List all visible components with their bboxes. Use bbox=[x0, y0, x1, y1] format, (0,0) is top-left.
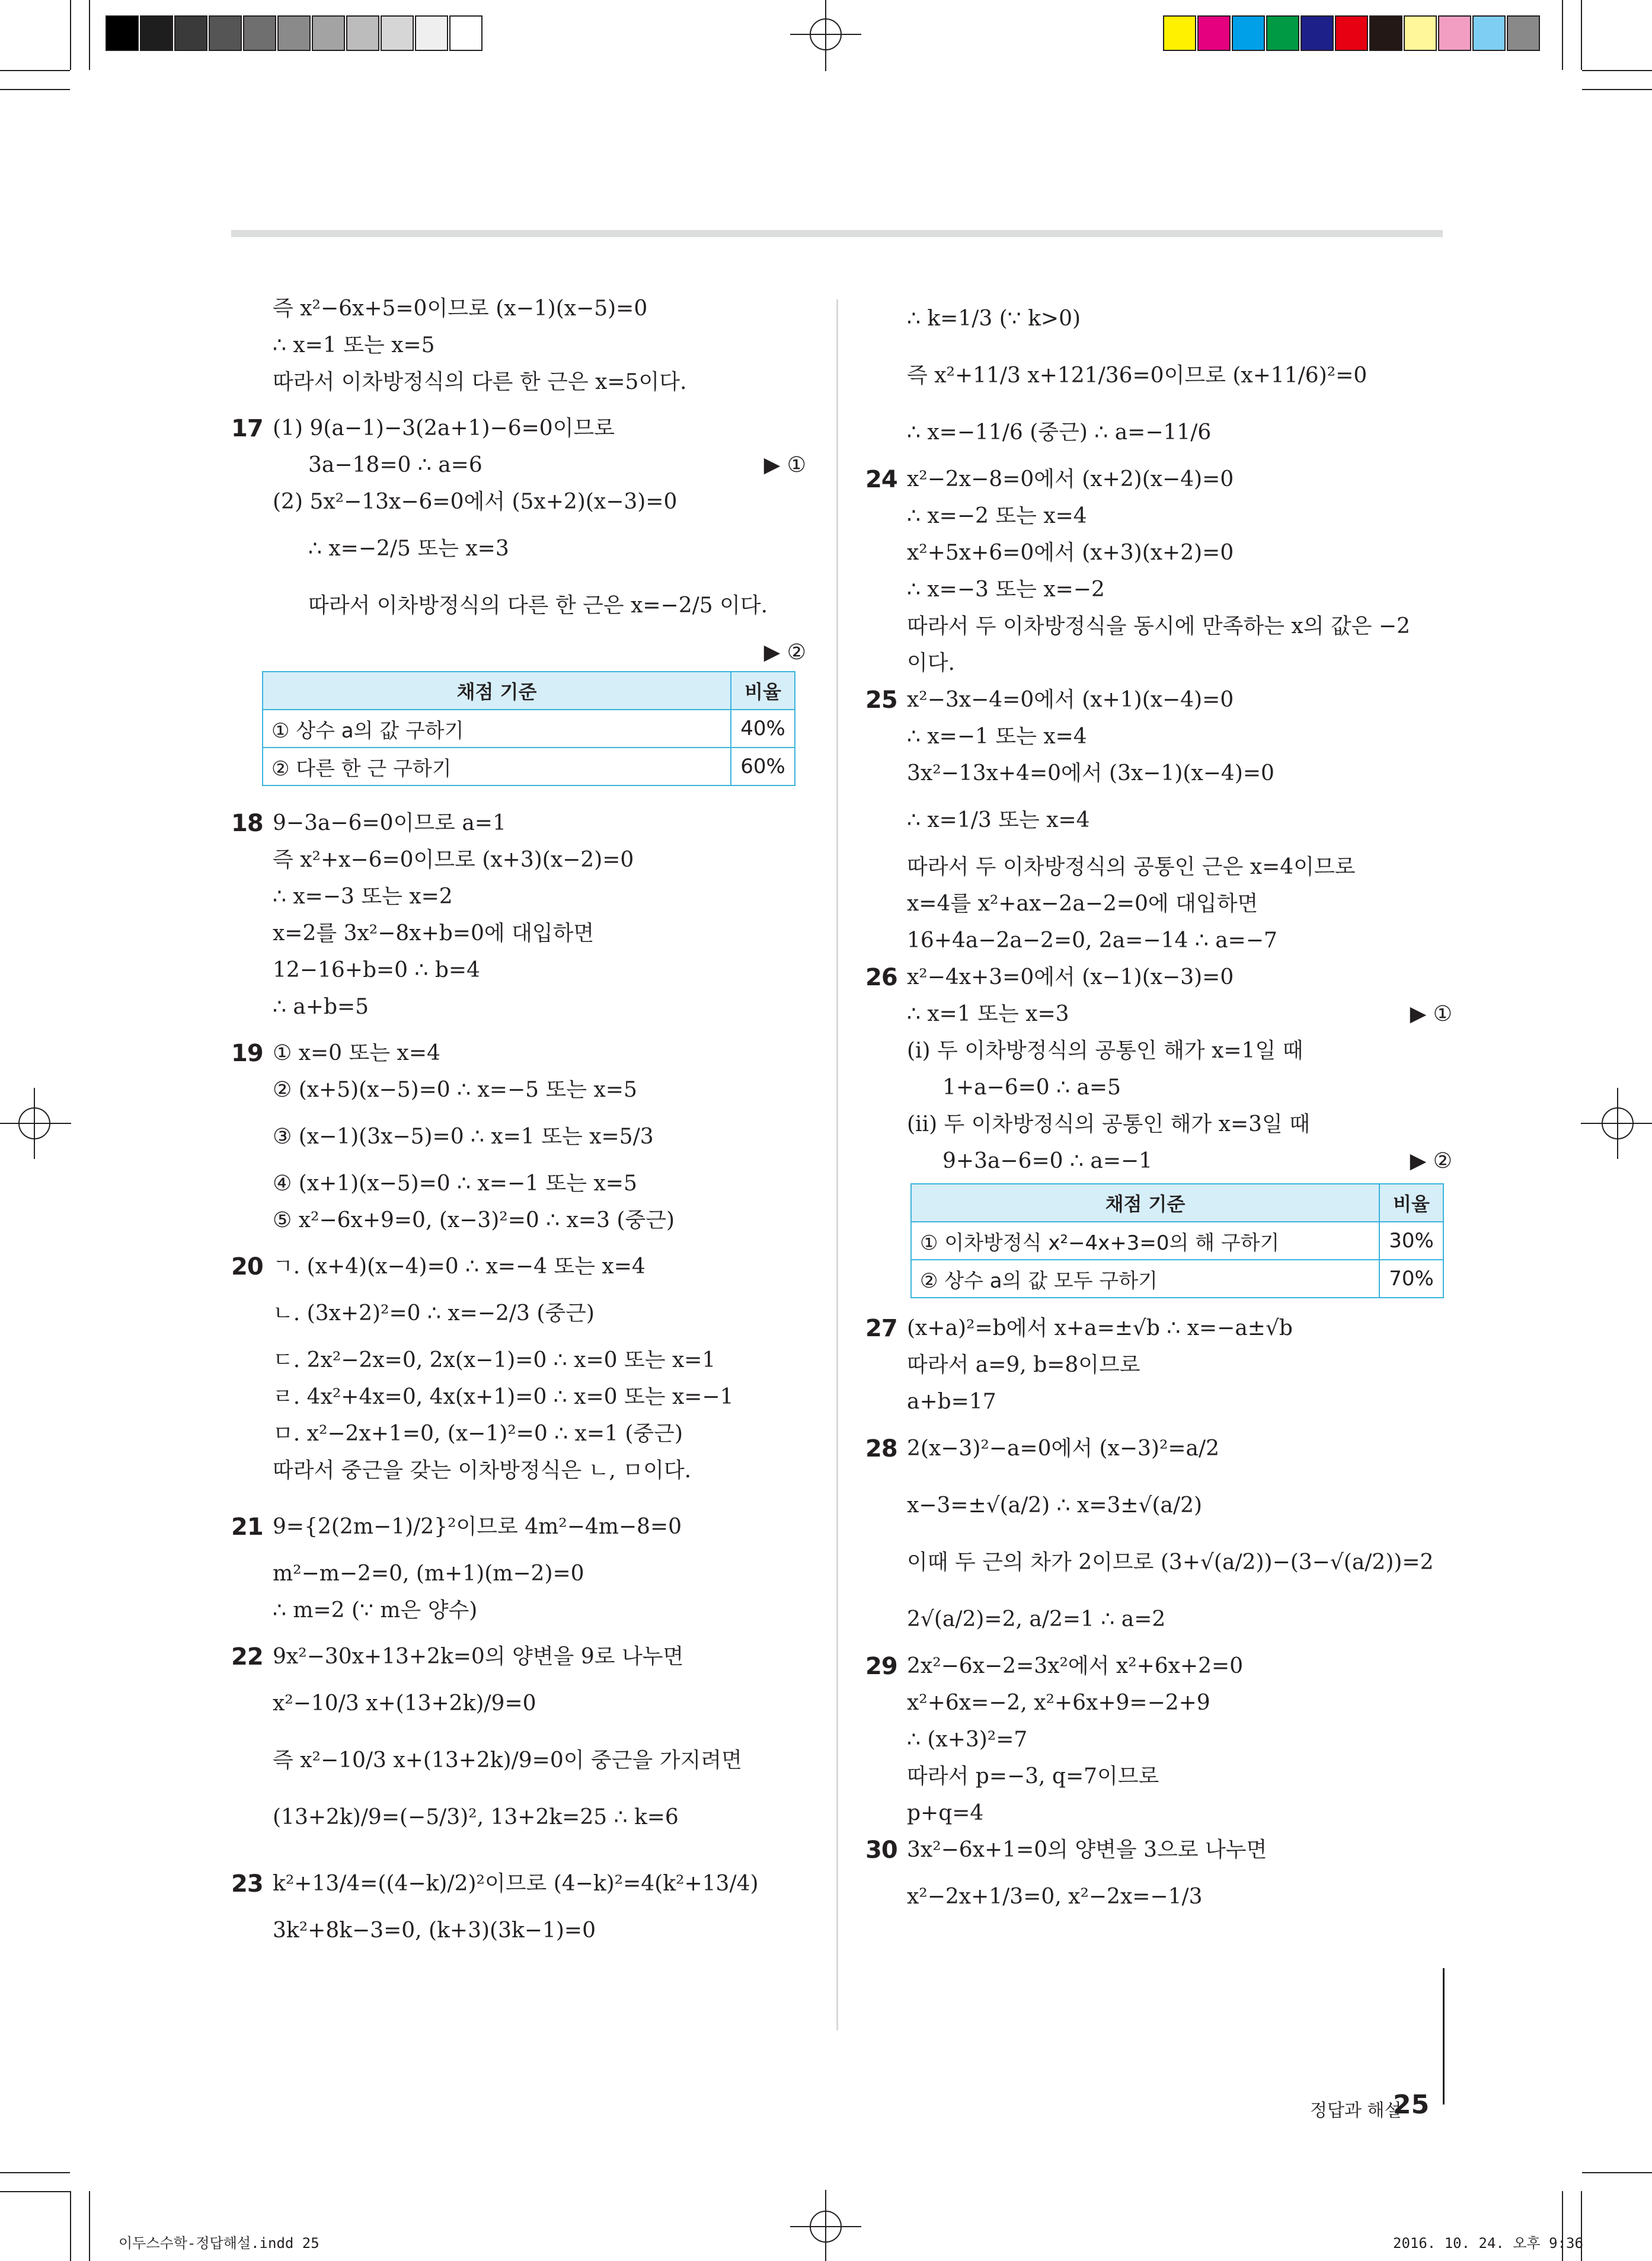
problem-number: 23 bbox=[231, 1870, 263, 1898]
problem-18: 18 9−3a−6=0이므로 a=1 bbox=[237, 805, 806, 842]
solution-line: 3a−18=0 ∴ a=6 ▶ ① bbox=[237, 447, 806, 484]
solution-line: x²−2x+1/3=0, x²−2x=−1/3 bbox=[907, 1885, 1203, 1909]
solution-line: 따라서 p=−3, q=7이므로 bbox=[907, 1764, 1159, 1789]
table-header: 비율 bbox=[731, 672, 795, 710]
solution-line: 9+3a−6=0 ∴ a=−1 ▶ ② bbox=[871, 1143, 1452, 1180]
crop-mark bbox=[0, 2191, 70, 2192]
solution-line: 즉 x²+11/3 x+121/36=0이므로 (x+11/6)²=0 bbox=[907, 363, 1367, 388]
solution-line: 즉 x²+x−6=0이므로 (x+3)(x−2)=0 bbox=[273, 848, 634, 872]
solution-line: ④ (x+1)(x−5)=0 ∴ x=−1 또는 x=5 bbox=[273, 1171, 637, 1196]
gray-swatch bbox=[381, 15, 414, 51]
problem-number: 18 bbox=[231, 810, 263, 837]
problem-number: 20 bbox=[231, 1253, 263, 1280]
problem-number: 28 bbox=[865, 1435, 897, 1462]
problem-number: 30 bbox=[865, 1837, 897, 1864]
problem-number: 21 bbox=[231, 1513, 263, 1541]
registration-mark-icon bbox=[790, 2190, 861, 2261]
solution-line: 따라서 이차방정식의 다른 한 근은 x=−2/5 이다. bbox=[308, 593, 768, 618]
solution-line: ∴ x=−2 또는 x=4 bbox=[907, 504, 1087, 528]
problem-27: 27 (x+a)²=b에서 x+a=±√b ∴ x=−a±√b bbox=[871, 1310, 1452, 1347]
crop-mark bbox=[70, 0, 71, 70]
step-marker: ▶ ① bbox=[1410, 1002, 1452, 1026]
solution-line: ∴ x=−11/6 (중근) ∴ a=−11/6 bbox=[907, 420, 1212, 445]
gray-swatch bbox=[243, 15, 276, 51]
crop-mark bbox=[1582, 70, 1652, 71]
crop-mark bbox=[89, 2191, 90, 2261]
solution-line: ㄷ. 2x²−2x=0, 2x(x−1)=0 ∴ x=0 또는 x=1 bbox=[273, 1348, 716, 1372]
color-swatch bbox=[1507, 15, 1540, 51]
solution-line: (13+2k)/9=(−5/3)², 13+2k=25 ∴ k=6 bbox=[273, 1805, 679, 1829]
solution-line: 이다. bbox=[907, 651, 955, 675]
problem-29: 29 2x²−6x−2=3x²에서 x²+6x+2=0 bbox=[871, 1648, 1452, 1685]
solution-line: 따라서 이차방정식의 다른 한 근은 x=5이다. bbox=[273, 370, 687, 394]
solution-line: 1+a−6=0 ∴ a=5 bbox=[942, 1075, 1121, 1100]
table-row: ① 이차방정식 x²−4x+3=0의 해 구하기 30% bbox=[911, 1222, 1443, 1260]
table-row: ② 다른 한 근 구하기 60% bbox=[263, 748, 795, 785]
crop-mark bbox=[1582, 89, 1652, 90]
problem-25: 25 x²−3x−4=0에서 (x+1)(x−4)=0 bbox=[871, 682, 1452, 718]
left-column bbox=[231, 290, 806, 1949]
problem-30: 30 3x²−6x+1=0의 양변을 3으로 나누면 bbox=[871, 1832, 1452, 1869]
color-swatch bbox=[1438, 15, 1471, 51]
crop-mark bbox=[1582, 2172, 1652, 2173]
solution-line: ∴ k=1/3 (∵ k>0) bbox=[907, 306, 1081, 331]
step-marker: ▶ ① bbox=[763, 453, 806, 477]
table-header: 비율 bbox=[1379, 1184, 1443, 1222]
problem-20: 20 ㄱ. (x+4)(x−4)=0 ∴ x=−4 또는 x=4 bbox=[237, 1248, 806, 1285]
gray-swatch bbox=[449, 15, 483, 51]
solution-line: 따라서 중근을 갖는 이차방정식은 ㄴ, ㅁ이다. bbox=[273, 1458, 692, 1483]
problem-number: 26 bbox=[865, 964, 897, 991]
problem-17: 17 (1) 9(a−1)−3(2a+1)−6=0이므로 bbox=[237, 410, 806, 447]
solution-line: ∴ x=−2/5 또는 x=3 bbox=[308, 536, 509, 561]
problem-number: 29 bbox=[865, 1653, 897, 1680]
color-swatch bbox=[1300, 15, 1334, 51]
color-swatch bbox=[1266, 15, 1299, 51]
file-name: 이두스수학-정답해설.indd 25 bbox=[119, 2235, 319, 2252]
step-marker: ▶ ② bbox=[1410, 1149, 1452, 1173]
gray-swatch bbox=[346, 15, 379, 51]
problem-19: 19 ① x=0 또는 x=4 bbox=[237, 1035, 806, 1072]
problem-21: 21 9={2(2m−1)/2}²이므로 4m²−4m−8=0 bbox=[237, 1499, 806, 1556]
problem-number: 22 bbox=[231, 1643, 263, 1671]
solution-line: ∴ (x+3)²=7 bbox=[907, 1727, 1028, 1752]
solution-line: x²+5x+6=0에서 (x+3)(x+2)=0 bbox=[907, 541, 1234, 565]
print-timestamp: 2016. 10. 24. 오후 9:36 bbox=[1393, 2235, 1583, 2252]
solution-line: ∴ x=−3 또는 x=2 bbox=[273, 884, 453, 909]
table-row: ① 상수 a의 값 구하기 40% bbox=[263, 710, 795, 748]
solution-line: ∴ x=1 또는 x=3 ▶ ① bbox=[871, 996, 1452, 1033]
color-swatch bbox=[1335, 15, 1368, 51]
gray-swatch bbox=[140, 15, 173, 51]
registration-mark-icon bbox=[790, 0, 861, 71]
color-swatch bbox=[1163, 15, 1196, 51]
registration-mark-icon bbox=[0, 1088, 71, 1159]
solution-line: 따라서 a=9, b=8이므로 bbox=[907, 1353, 1140, 1377]
solution-line: ∴ x=−1 또는 x=4 bbox=[907, 724, 1087, 749]
solution-line: 즉 x²−10/3 x+(13+2k)/9=0이 중근을 가지려면 bbox=[273, 1748, 742, 1773]
solution-line: 3k²+8k−3=0, (k+3)(3k−1)=0 bbox=[273, 1918, 596, 1943]
solution-line: p+q=4 bbox=[907, 1801, 984, 1825]
problem-number: 27 bbox=[865, 1315, 897, 1342]
crop-mark bbox=[70, 2191, 71, 2261]
color-swatch bbox=[1369, 15, 1402, 51]
solution-line: x=4를 x²+ax−2a−2=0에 대입하면 bbox=[907, 892, 1258, 916]
problem-26: 26 x²−4x+3=0에서 (x−1)(x−3)=0 bbox=[871, 959, 1452, 996]
problem-24: 24 x²−2x−8=0에서 (x+2)(x−4)=0 bbox=[871, 461, 1452, 498]
crop-mark bbox=[0, 2172, 70, 2173]
grading-table-26 bbox=[910, 1183, 1444, 1298]
problem-28: 28 2(x−3)²−a=0에서 (x−3)²=a/2 bbox=[871, 1420, 1452, 1477]
gray-swatch bbox=[415, 15, 448, 51]
solution-line: ∴ x=1 또는 x=5 bbox=[273, 333, 435, 357]
color-swatch bbox=[1232, 15, 1265, 51]
solution-line: ∴ x=1/3 또는 x=4 bbox=[907, 808, 1090, 832]
crop-mark bbox=[1562, 0, 1563, 70]
solution-line: ㅁ. x²−2x+1=0, (x−1)²=0 ∴ x=1 (중근) bbox=[273, 1422, 683, 1446]
solution-line: ∴ m=2 (∵ m은 양수) bbox=[273, 1598, 478, 1623]
solution-line: 따라서 두 이차방정식을 동시에 만족하는 x의 값은 −2 bbox=[907, 614, 1410, 638]
color-swatch bbox=[1472, 15, 1506, 51]
table-header: 채점 기준 bbox=[263, 672, 731, 710]
crop-mark bbox=[89, 0, 90, 70]
problem-number: 17 bbox=[231, 415, 263, 442]
page-label: 정답과 해설 bbox=[1310, 2100, 1402, 2121]
color-swatch bbox=[1404, 15, 1437, 51]
problem-22: 22 9x²−30x+13+2k=0의 양변을 9로 나누면 bbox=[237, 1639, 806, 1675]
page-number: 25 bbox=[1393, 2090, 1430, 2120]
solution-line bbox=[237, 634, 806, 671]
page-edge-rule bbox=[1443, 1968, 1445, 2104]
solution-line: ⑤ x²−6x+9=0, (x−3)²=0 ∴ x=3 (중근) bbox=[273, 1208, 675, 1232]
gray-swatch bbox=[312, 15, 345, 51]
solution-line: 이때 두 근의 차가 2이므로 (3+√(a/2))−(3−√(a/2))=2 bbox=[907, 1550, 1434, 1575]
solution-line: 2√(a/2)=2, a/2=1 ∴ a=2 bbox=[907, 1607, 1166, 1631]
color-swatch bbox=[1197, 15, 1231, 51]
crop-mark bbox=[0, 89, 70, 90]
solution-line: a+b=17 bbox=[907, 1390, 996, 1414]
solution-line: 따라서 두 이차방정식의 공통인 근은 x=4이므로 bbox=[907, 855, 1356, 879]
solution-line: (ⅰ) 두 이차방정식의 공통인 해가 x=1일 때 bbox=[907, 1039, 1303, 1063]
problem-number: 24 bbox=[865, 466, 897, 493]
solution-line: 3x²−13x+4=0에서 (3x−1)(x−4)=0 bbox=[907, 761, 1274, 785]
gray-swatch bbox=[174, 15, 207, 51]
crop-mark bbox=[1581, 0, 1582, 70]
solution-line: x²+6x=−2, x²+6x+9=−2+9 bbox=[907, 1691, 1210, 1715]
solution-line: ∴ x=−3 또는 x=−2 bbox=[907, 577, 1105, 602]
crop-mark bbox=[0, 70, 70, 71]
table-header: 채점 기준 bbox=[911, 1184, 1379, 1222]
solution-line: 16+4a−2a−2=0, 2a=−14 ∴ a=−7 bbox=[907, 928, 1277, 953]
solution-line: (ⅱ) 두 이차방정식의 공통인 해가 x=3일 때 bbox=[907, 1112, 1311, 1136]
solution-line: (2) 5x²−13x−6=0에서 (5x+2)(x−3)=0 bbox=[273, 490, 678, 514]
problem-23: 23 k²+13/4=((4−k)/2)²이므로 (4−k)²=4(k²+13/4) bbox=[237, 1856, 806, 1912]
solution-line: ② (x+5)(x−5)=0 ∴ x=−5 또는 x=5 bbox=[273, 1078, 637, 1102]
gray-swatch bbox=[106, 15, 139, 51]
solution-line: ∴ a+b=5 bbox=[273, 995, 369, 1019]
step-marker: ▶ ② bbox=[763, 640, 806, 665]
solution-line: ③ (x−1)(3x−5)=0 ∴ x=1 또는 x=5/3 bbox=[273, 1125, 654, 1149]
grading-table-17 bbox=[262, 671, 795, 786]
gray-swatch bbox=[209, 15, 242, 51]
problem-number: 19 bbox=[231, 1040, 263, 1067]
solution-line: ㄹ. 4x²+4x=0, 4x(x+1)=0 ∴ x=0 또는 x=−1 bbox=[273, 1385, 734, 1409]
column-divider bbox=[836, 299, 838, 2030]
solution-line: 12−16+b=0 ∴ b=4 bbox=[273, 958, 480, 982]
solution-line: x²−10/3 x+(13+2k)/9=0 bbox=[273, 1691, 536, 1716]
table-row: ② 상수 a의 값 모두 구하기 70% bbox=[911, 1260, 1443, 1298]
solution-line: ㄴ. (3x+2)²=0 ∴ x=−2/3 (중근) bbox=[273, 1301, 595, 1326]
solution-line: m²−m−2=0, (m+1)(m−2)=0 bbox=[273, 1561, 584, 1586]
solution-line: x−3=±√(a/2) ∴ x=3±√(a/2) bbox=[907, 1493, 1203, 1518]
gray-swatch bbox=[277, 15, 311, 51]
solution-line: x=2를 3x²−8x+b=0에 대입하면 bbox=[273, 921, 595, 946]
registration-mark-icon bbox=[1581, 1088, 1652, 1159]
solution-line: 즉 x²−6x+5=0이므로 (x−1)(x−5)=0 bbox=[273, 296, 648, 321]
right-column bbox=[865, 290, 1452, 1925]
problem-number: 25 bbox=[865, 686, 897, 714]
header-rule bbox=[231, 230, 1443, 237]
